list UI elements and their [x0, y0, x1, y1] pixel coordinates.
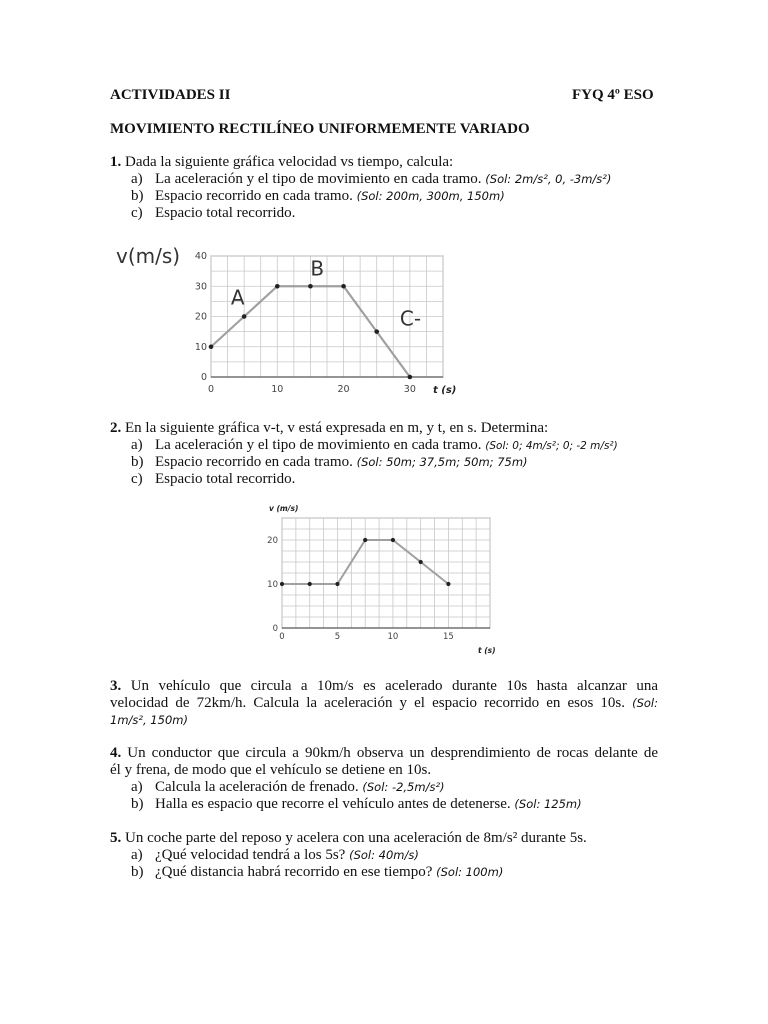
q2-item-b: b) Espacio recorrido en cada tramo. (Sol: 50m; 37,5m; 50m; 75m) — [131, 454, 528, 470]
x-tick-label: 30 — [403, 384, 416, 395]
q2-item-c: c) Espacio total recorrido. — [131, 471, 296, 487]
solution: (Sol: 100m) — [436, 865, 504, 879]
solution: (Sol: — [632, 696, 658, 710]
data-point — [408, 375, 413, 380]
solution: (Sol: 2m/s², 0, -3m/s²) — [485, 172, 612, 186]
data-point — [341, 284, 346, 289]
y-tick-label: 40 — [194, 251, 207, 262]
question-text: En la siguiente gráfica v-t, v está expresada en m, y t, en s. Determina: — [121, 420, 549, 436]
q1-item-c: c) Espacio total recorrido. — [131, 205, 296, 221]
data-point — [308, 582, 312, 586]
solution: (Sol: 50m; 37,5m; 50m; 75m) — [356, 455, 528, 469]
page-title: MOVIMIENTO RECTILÍNEO UNIFORMEMENTE VARIADO — [110, 121, 530, 137]
solution: (Sol: 200m, 300m, 150m) — [356, 189, 505, 203]
velocity-time-chart-2 — [255, 500, 505, 660]
course-label: FYQ 4º ESO — [572, 87, 654, 103]
q4-item-b: b) Halla es espacio que recorre el vehículo antes de detenerse. (Sol: 125m) — [131, 796, 582, 812]
q1-item-a: a) La aceleración y el tipo de movimiento en cada tramo. (Sol: 2m/s², 0, -3m/s²) — [131, 171, 612, 187]
y-tick-label: 10 — [194, 341, 207, 353]
segment-annotation: C- — [399, 306, 422, 331]
y-tick-label: 30 — [194, 281, 207, 293]
y-tick-label: 20 — [194, 311, 207, 323]
q2-item-a: a) La aceleración y el tipo de movimiento en cada tramo. (Sol: 0; 4m/s²; 0; -2 m/s²) — [131, 437, 618, 453]
data-point — [446, 582, 450, 586]
x-tick-label: 15 — [442, 632, 454, 642]
question-5 — [110, 830, 587, 847]
y-tick-label: 0 — [200, 372, 207, 383]
chart-grid — [282, 518, 490, 628]
worksheet-label: ACTIVIDADES II — [110, 87, 231, 103]
question-number: 4. — [110, 745, 122, 761]
solution: (Sol: 125m) — [514, 797, 582, 811]
data-point — [374, 329, 379, 334]
q1-item-b: b) Espacio recorrido en cada tramo. (Sol: 200m, 300m, 150m) — [131, 188, 505, 204]
data-point — [419, 560, 423, 564]
question-number: 1. — [110, 154, 122, 170]
data-point — [335, 582, 339, 586]
x-axis-label: t (s) — [433, 385, 457, 396]
question-4: 4. Un conductor que circula a 90km/h observa un desprendimiento de rocas delante de él y frena, de modo que el vehículo se detiene en 10s. — [110, 745, 658, 778]
solution: (Sol: 40m/s) — [349, 848, 419, 862]
y-tick-label: 10 — [267, 580, 278, 590]
question-3: 3. Un vehículo que circula a 10m/s es acelerado durante 10s hasta alcanzar una velocidad de 72km/h. Calcula la aceleración y el espacio recorrido en esos 10s. (Sol: 1m/s², 150m) — [110, 678, 658, 727]
solution: (Sol: 0; 4m/s²; 0; -2 m/s²) — [485, 440, 618, 452]
question-text: Dada la siguiente gráfica velocidad vs tiempo, calcula: — [121, 154, 454, 170]
x-tick-label: 5 — [334, 632, 341, 642]
data-point — [209, 344, 214, 349]
y-axis-label: v (m/s) — [269, 504, 299, 513]
question-text: Un coche parte del reposo y acelera con una aceleración de 8m/s² durante 5s. — [121, 830, 587, 846]
question-1 — [110, 154, 453, 171]
data-point — [280, 582, 284, 586]
x-tick-label: 0 — [207, 384, 215, 395]
segment-annotation: B — [310, 256, 325, 281]
q5-item-b: b) ¿Qué distancia habrá recorrido en ese tiempo? (Sol: 100m) — [131, 864, 504, 880]
solution: 1m/s², 150m) — [110, 713, 188, 727]
data-point — [275, 284, 280, 289]
x-axis-label: t (s) — [478, 646, 496, 655]
y-tick-label: 20 — [267, 536, 278, 546]
solution: (Sol: -2,5m/s²) — [362, 780, 445, 794]
q5-item-a: a) ¿Qué velocidad tendrá a los 5s? (Sol: 40m/s) — [131, 847, 419, 863]
y-tick-label: 0 — [272, 624, 278, 634]
q4-item-a: a) Calcula la aceleración de frenado. (Sol: -2,5m/s²) — [131, 779, 445, 795]
x-tick-label: 10 — [387, 632, 399, 642]
data-point — [391, 538, 395, 542]
handwritten-y-label: v(m/s) — [116, 244, 181, 268]
question-number: 5. — [110, 830, 122, 846]
x-tick-label: 0 — [279, 632, 285, 642]
data-point — [242, 314, 247, 319]
question-number: 3. — [110, 678, 122, 694]
data-point — [308, 284, 313, 289]
question-number: 2. — [110, 420, 122, 436]
velocity-time-chart-1 — [108, 236, 457, 401]
question-2 — [110, 420, 548, 437]
x-tick-label: 10 — [271, 384, 284, 395]
segment-annotation: A — [230, 285, 245, 310]
x-tick-label: 20 — [337, 384, 350, 395]
data-point — [363, 538, 367, 542]
